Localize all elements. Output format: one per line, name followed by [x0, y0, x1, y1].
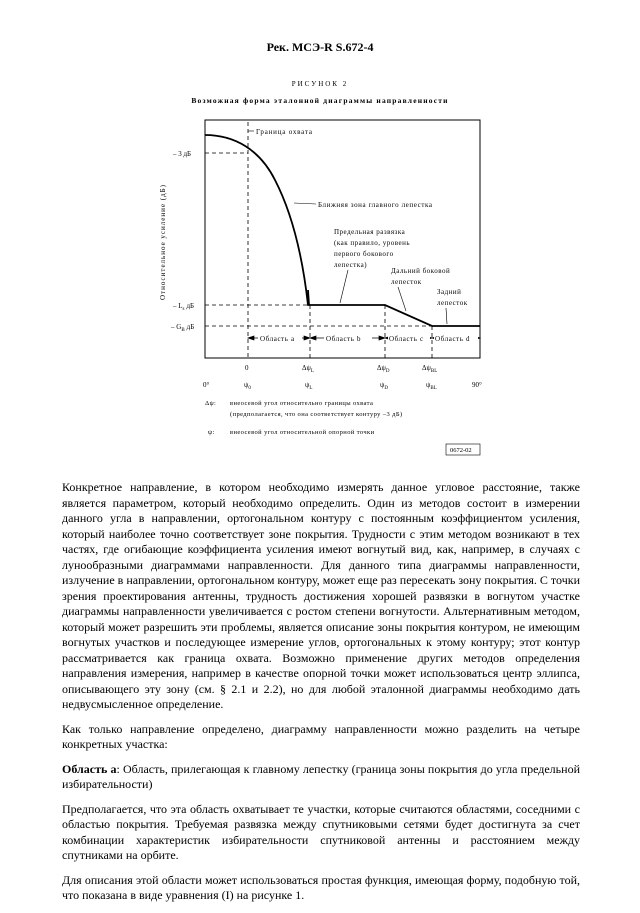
page-header: Рек. МСЭ-R S.672-4: [266, 40, 374, 54]
y-axis-label: Относительное усиление (дБ): [159, 184, 167, 300]
legend-delta-psi-note: (предполагается, что она соответствует контуру –3 дБ): [230, 411, 403, 418]
y-tick-ls-main: – L: [173, 302, 183, 310]
paragraph-function: Для описания этой области может использоваться простая функция, имеющая форму, подобную той, что показана в виде уравнения (I) на рисунке 1.: [62, 872, 580, 902]
pattern-drop: [308, 290, 309, 305]
y-tick-ls-unit: дБ: [186, 302, 195, 310]
figure-title: Возможная форма эталонной диаграммы направленности: [191, 96, 449, 105]
legend-delta-psi-text: внеосевой угол относительно границы охвата: [230, 400, 374, 407]
paragraph-region-a-details: Предполагается, что эта область охватывает те участки, которые считаются областями, соседними с областью покрытия. Требуемая развязка между спутниковыми сетями будет достигнута за счет комбинации характеристик избирательности спутниковой антенны и расстоянием между спутниками на орбите.: [62, 801, 580, 862]
y-tick-gb-sub: B: [181, 328, 185, 333]
x-tick-psi-L: $\psi_L$: [305, 381, 313, 391]
svg-text:лепесток: лепесток: [391, 278, 422, 286]
x-tick-0deg: 0°: [203, 381, 210, 389]
paragraph-region-a: [62, 762, 580, 793]
y-tick-ls-sub: s: [182, 307, 185, 312]
figure-code: 0672-02: [450, 447, 472, 454]
paragraph-regions-intro: Как только направление определено, диаграмму направленности можно разделить на четыре конкретных участка:: [62, 721, 580, 751]
legend-psi-symbol: ψ:: [208, 429, 215, 436]
y-tick-gb-unit: дБ: [186, 323, 195, 331]
isolation-leader: [340, 270, 348, 303]
svg-text:лепесток: лепесток: [437, 299, 468, 307]
svg-text:Дальний боковой: Дальний боковой: [391, 267, 451, 275]
svg-text:лепестка): лепестка): [334, 261, 368, 269]
y-tick-minus3db: – 3 дБ: [173, 150, 192, 158]
back-lobe-leader: [446, 308, 447, 324]
region-a-definition: : Область, прилегающая к главному лепестку (граница зоны покрытия до угла предельной избирательности): [62, 761, 580, 791]
paragraph-direction: Конкретное направление, в котором необходимо измерять данное угловое расстояние, также является параметром, который необходимо определить. Один из методов состоит в измерении данного угла в направлении, ортогональном контуру с постоянным коэффициентом усиления, который наиболее точно соответствует зоне покрытия. Трудности с этим методом возникают в тех частях, где огибающие коэффициента усиления имеют вогнутый вид, как, например, в случаях с лунообразными диаграммами направленности. Для данного типа диаграммы направленности, излучение в направлении, ортогональном контуру, может еще раз пересекать зону покрытия. С точки зрения проектирования антенны, трудность достижения хорошей развязки в вогнутом участке диаграммы направленности увеличивается с ростом степени вогнутости. Альтернативным методом, который может разрешить эти проблемы, является описание зоны покрытия контуром, не имеющим вогнутых участков и последующее измерение углов, ортогональных к этому контуру; этот контур рассматривается как граница охвата. Возможно применение других методов определения направления измерения, например в качестве опорной точки может использоваться центр эллипса, описывающего эту зону (см. § 2.1 и 2.2), но для любой эталонной диаграммы необходимо дать недвусмысленное определение.: [62, 480, 580, 711]
x-tick-psi-BL: $\psi_{BL}$: [426, 381, 437, 391]
body-text: [62, 480, 580, 913]
legend-delta-psi-symbol: Δψ:: [205, 400, 217, 407]
region-b-label: Область b: [326, 335, 362, 343]
x-tick-psi-D: $\psi_D$: [380, 381, 389, 391]
x-tick-90deg: 90°: [472, 381, 482, 389]
region-a-heading: Область a: [62, 761, 117, 776]
svg-text:первого бокового: первого бокового: [334, 250, 394, 258]
x-tick-psi-0: $\psi_0$: [244, 381, 251, 391]
figure-label: РИСУНОК 2: [291, 80, 349, 88]
far-side-lobe-leader: [398, 287, 406, 311]
x-tick-delta-psi-BL: $\Delta\psi_{BL}$: [422, 364, 438, 374]
y-tick-gb: [170, 323, 194, 333]
svg-text:(как правило, уровень: (как правило, уровень: [334, 239, 411, 247]
x-tick-zero: 0: [245, 364, 249, 372]
region-a-label: Область a: [260, 335, 295, 343]
legend-psi-text: внеосевой угол относительной опорной точки: [230, 429, 375, 436]
x-tick-delta-psi-L: $\Delta\psi_L$: [302, 364, 314, 374]
x-tick-delta-psi-D: $\Delta\psi_D$: [377, 364, 390, 374]
svg-text:Предельная развязка: Предельная развязка: [334, 228, 406, 236]
near-main-lobe-label: Ближняя зона главного лепестка: [318, 201, 433, 209]
back-lobe-annotation: [437, 288, 468, 307]
isolation-annotation: [334, 228, 410, 269]
far-side-lobe-annotation: [391, 267, 450, 286]
region-c-label: Область c: [389, 335, 424, 343]
near-main-lobe-leader: [294, 203, 316, 204]
coverage-boundary-label: Граница охвата: [256, 128, 313, 136]
y-tick-ls: [172, 302, 194, 312]
y-tick-gb-main: – G: [171, 323, 182, 331]
svg-text:Задний: Задний: [437, 288, 462, 296]
region-d-label: Область d: [435, 335, 471, 343]
